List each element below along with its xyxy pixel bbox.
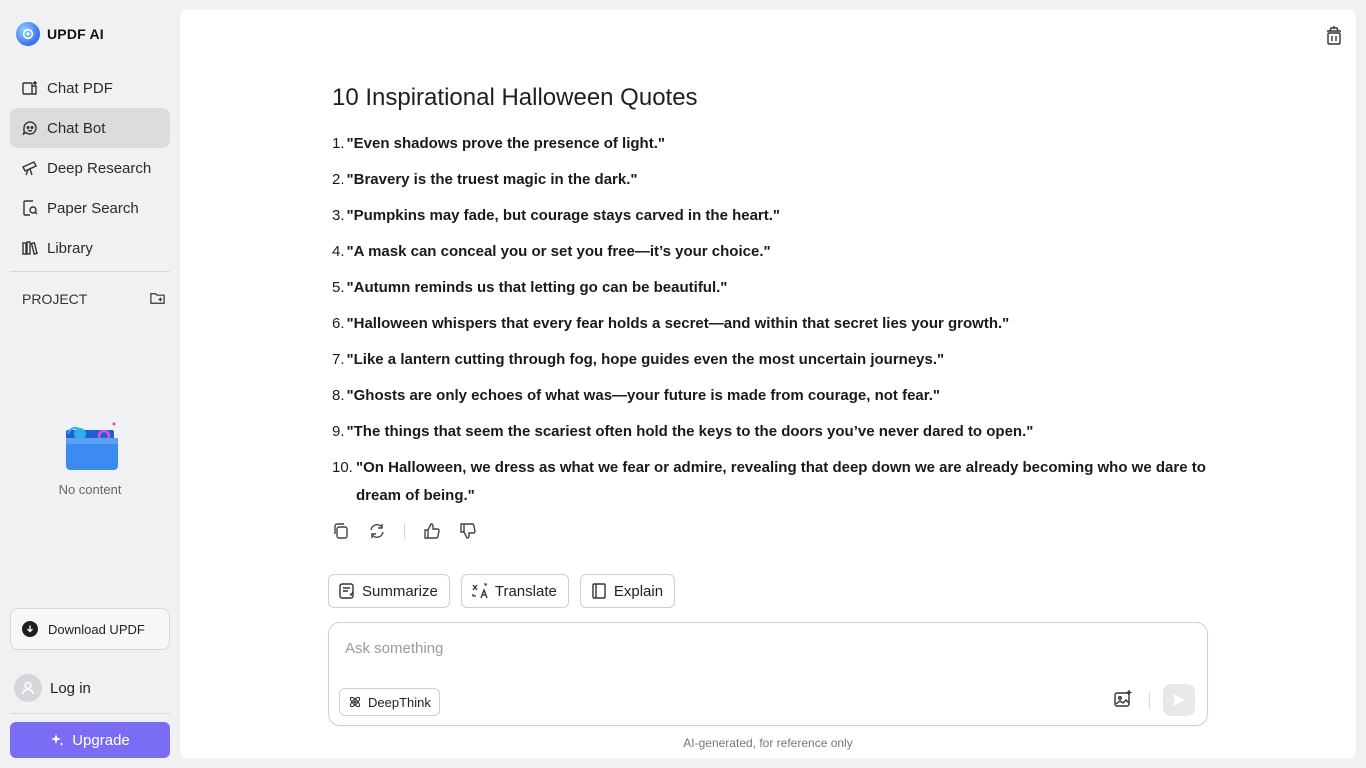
upgrade-button[interactable] xyxy=(10,722,170,758)
thumbs-up-icon[interactable] xyxy=(423,522,441,540)
quote-text: "Autumn reminds us that letting go can be beautiful." xyxy=(346,279,728,296)
chat-pdf-icon xyxy=(21,79,39,97)
chat-input[interactable] xyxy=(345,637,1185,659)
sidebar-item-label: Chat Bot xyxy=(47,119,106,137)
empty-text: No content xyxy=(58,482,122,497)
thumbs-down-icon[interactable] xyxy=(459,522,477,540)
list-item xyxy=(332,310,1212,338)
action-divider xyxy=(404,523,405,539)
list-number: 8. xyxy=(332,387,345,404)
image-upload-icon[interactable] xyxy=(1113,689,1133,709)
list-item xyxy=(332,454,1212,510)
sidebar xyxy=(0,0,180,768)
quote-text: "Pumpkins may fade, but courage stays carved in the heart." xyxy=(346,207,781,224)
disclaimer: AI-generated, for reference only xyxy=(683,736,853,750)
send-icon xyxy=(1171,692,1187,708)
list-number: 5. xyxy=(332,279,345,296)
download-icon xyxy=(22,621,38,637)
deepthink-label: DeepThink xyxy=(368,694,431,710)
sidebar-divider xyxy=(10,271,170,272)
project-label: PROJECT xyxy=(22,290,88,307)
sidebar-item-chat-pdf[interactable] xyxy=(10,68,170,108)
sidebar-item-library[interactable] xyxy=(10,228,170,268)
list-number: 9. xyxy=(332,423,345,440)
empty-folder-icon xyxy=(60,420,120,472)
quote-text: "Like a lantern cutting through fog, hope guides even the most uncertain journeys." xyxy=(346,351,945,368)
list-number: 1. xyxy=(332,135,345,152)
list-item xyxy=(332,202,1212,230)
sidebar-item-label: Paper Search xyxy=(47,199,139,217)
sidebar-item-chat-bot[interactable] xyxy=(10,108,170,148)
quote-text: "A mask can conceal you or set you free—it’s your choice." xyxy=(346,243,771,260)
sidebar-item-label: Chat PDF xyxy=(47,79,113,97)
send-button[interactable] xyxy=(1163,684,1195,716)
download-updf-button[interactable] xyxy=(10,608,170,650)
telescope-icon xyxy=(21,159,39,177)
empty-state xyxy=(0,420,180,497)
upgrade-label: Upgrade xyxy=(72,731,130,749)
quote-text: "The things that seem the scariest often hold the keys to the doors you’ve never dared to open." xyxy=(346,423,1034,440)
list-item xyxy=(332,166,1212,194)
list-item xyxy=(332,238,1212,266)
list-item xyxy=(332,418,1212,446)
sparkle-icon xyxy=(50,733,64,747)
updf-logo-icon xyxy=(16,22,40,46)
clear-chat-icon[interactable] xyxy=(1324,24,1344,46)
quote-text: "Halloween whispers that every fear holds a secret—and within that secret lies your growth." xyxy=(346,315,1010,332)
sidebar-item-label: Deep Research xyxy=(47,159,152,177)
message-title: 10 Inspirational Halloween Quotes xyxy=(332,84,698,111)
chat-input-box xyxy=(328,622,1208,726)
login-button[interactable] xyxy=(14,674,91,702)
library-icon xyxy=(21,239,39,257)
paper-search-icon xyxy=(21,199,39,217)
list-number: 4. xyxy=(332,243,345,260)
list-item xyxy=(332,346,1212,374)
regenerate-icon[interactable] xyxy=(368,522,386,540)
quote-text: "Bravery is the truest magic in the dark." xyxy=(346,171,638,188)
list-item xyxy=(332,274,1212,302)
new-folder-icon[interactable] xyxy=(149,290,166,307)
translate-label: Translate xyxy=(494,582,557,600)
book-icon xyxy=(590,582,608,600)
list-item xyxy=(332,130,1212,158)
translate-button[interactable] xyxy=(461,574,569,608)
quote-text: "Even shadows prove the presence of light." xyxy=(346,135,665,152)
sidebar-item-label: Library xyxy=(47,239,93,257)
brand[interactable] xyxy=(16,22,104,46)
assistant-message xyxy=(332,84,1212,518)
list-number: 10. xyxy=(332,459,353,476)
summarize-icon xyxy=(338,582,356,600)
list-number: 3. xyxy=(332,207,345,224)
chat-panel xyxy=(180,10,1356,758)
login-label: Log in xyxy=(50,679,91,697)
download-label: Download UPDF xyxy=(48,621,145,637)
quote-text: "Ghosts are only echoes of what was—your future is made from courage, not fear." xyxy=(346,387,941,404)
brand-name: UPDF AI xyxy=(47,26,104,42)
list-number: 2. xyxy=(332,171,345,188)
atom-icon xyxy=(348,695,362,709)
list-number: 6. xyxy=(332,315,345,332)
deepthink-toggle[interactable] xyxy=(339,688,440,716)
message-actions xyxy=(332,522,477,540)
sidebar-item-deep-research[interactable] xyxy=(10,148,170,188)
user-icon xyxy=(19,679,37,697)
sidebar-divider xyxy=(10,713,170,714)
quote-text: "On Halloween, we dress as what we fear or admire, revealing that deep down we are already becoming who we dare to dream of being." xyxy=(356,459,1206,504)
list-number: 7. xyxy=(332,351,345,368)
explain-label: Explain xyxy=(613,582,664,600)
list-item xyxy=(332,382,1212,410)
chat-bot-icon xyxy=(21,119,39,137)
project-header xyxy=(22,290,166,307)
input-divider xyxy=(1149,692,1150,710)
quick-actions xyxy=(328,574,675,608)
avatar xyxy=(14,674,42,702)
summarize-button[interactable] xyxy=(328,574,450,608)
explain-button[interactable] xyxy=(580,574,675,608)
sidebar-nav xyxy=(10,68,170,268)
copy-icon[interactable] xyxy=(332,522,350,540)
translate-icon xyxy=(471,582,489,600)
sidebar-item-paper-search[interactable] xyxy=(10,188,170,228)
quote-list xyxy=(332,130,1212,510)
summarize-label: Summarize xyxy=(362,582,438,600)
